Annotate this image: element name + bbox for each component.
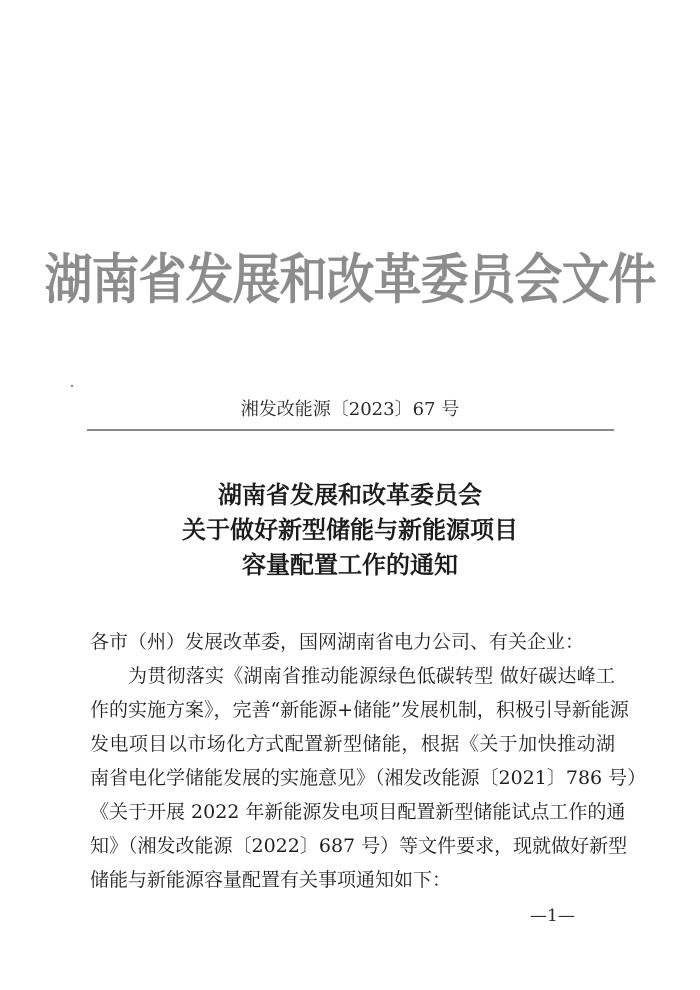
notice-title [0, 478, 700, 583]
notice-body [90, 625, 647, 897]
body-line-7: 储能与新能源容量配置有关事项通知如下： [90, 869, 452, 891]
body-line-6: 知》（湘发改能源〔2022〕687 号）等文件要求，现就做好新型 [90, 835, 628, 857]
notice-title-line-1: 湖南省发展和改革委员会 [218, 481, 482, 509]
body-line-3: 发电项目以市场化方式配置新型储能，根据《关于加快推动湖 [90, 733, 615, 755]
header-divider [87, 429, 614, 431]
salutation: 各市（州）发展改革委，国网湖南省电力公司、有关企业： [90, 631, 585, 653]
document-header-title: 湖南省发展和改革委员会文件 [44, 248, 656, 312]
body-line-5: 《关于开展 2022 年新能源发电项目配置新型储能试点工作的通 [90, 801, 626, 823]
document-number: 湘发改能源〔2023〕67 号 [240, 399, 460, 420]
notice-title-line-3: 容量配置工作的通知 [242, 551, 458, 579]
scan-mark [71, 385, 73, 387]
page-number: —1— [530, 906, 575, 926]
body-line-1: 为贯彻落实《湖南省推动能源绿色低碳转型 做好碳达峰工 [128, 665, 615, 687]
notice-title-line-2: 关于做好新型储能与新能源项目 [182, 516, 518, 544]
body-line-4: 南省电化学储能发展的实施意见》（湘发改能源〔2021〕786 号） [90, 767, 647, 789]
body-line-2: 作的实施方案》，完善“新能源+储能”发展机制，积极引导新能源 [90, 699, 629, 721]
